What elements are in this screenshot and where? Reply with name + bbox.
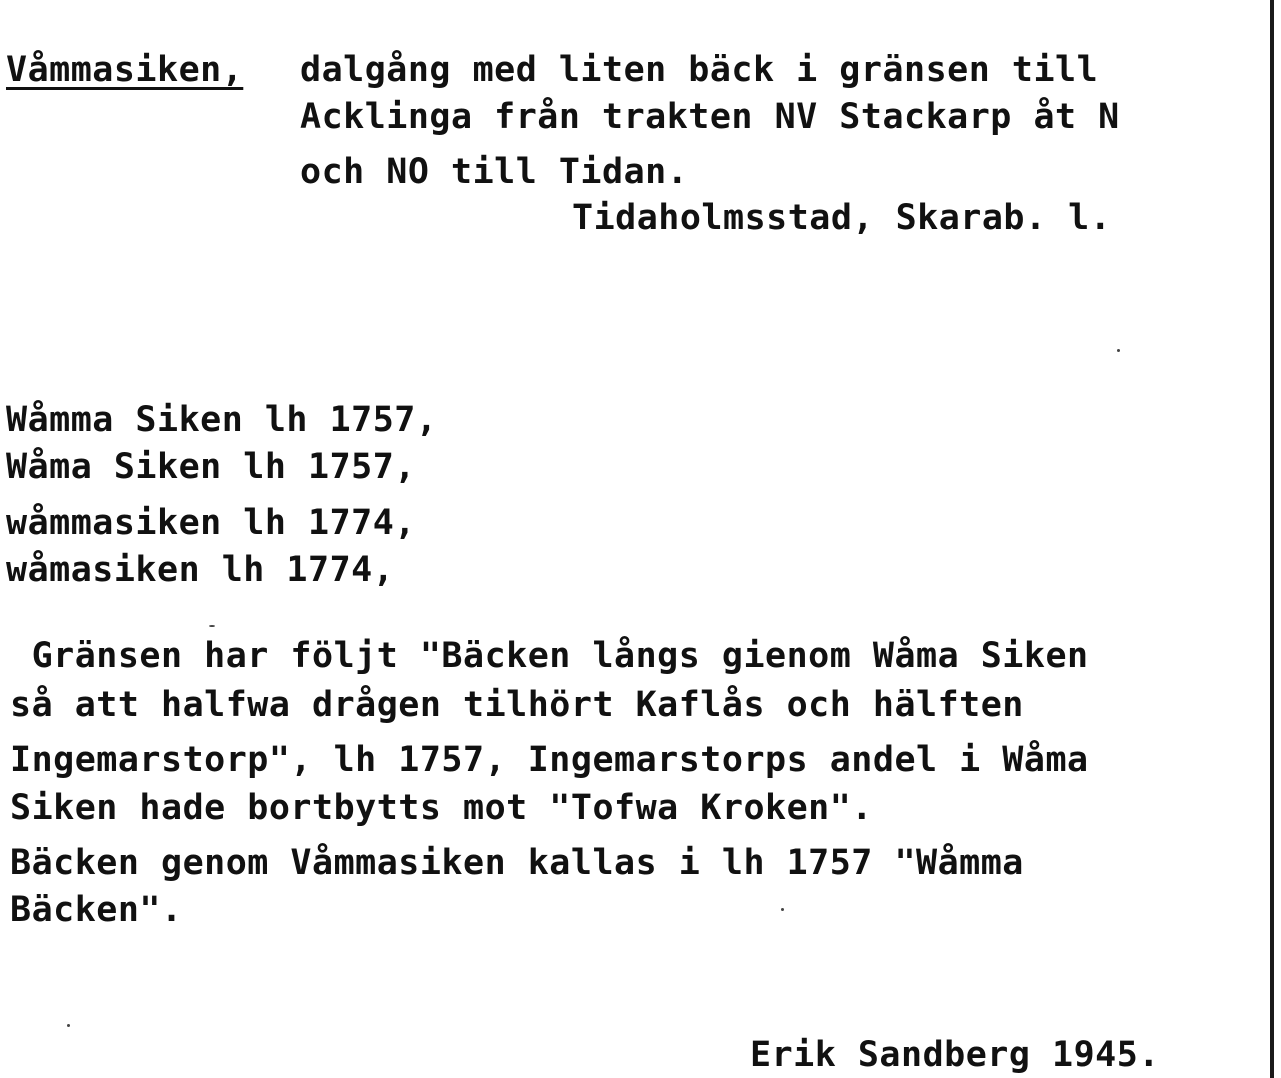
- historical-form-2: Wåma Siken lh 1757,: [6, 447, 416, 487]
- definition-line-1: dalgång med liten bäck i gränsen till: [300, 50, 1099, 90]
- note-line-1: Gränsen har följt "Bäcken långs gienom Wåma Siken: [10, 636, 1089, 676]
- note-line-2: så att halfwa drågen tilhört Kaflås och hälften: [10, 685, 1024, 725]
- scan-speck: [781, 908, 784, 911]
- historical-form-1: Wåmma Siken lh 1757,: [6, 400, 438, 440]
- signature: Erik Sandberg 1945.: [750, 1035, 1160, 1075]
- note-line-5: Bäcken genom Våmmasiken kallas i lh 1757 "Wåmma: [10, 843, 1024, 883]
- definition-line-3: och NO till Tidan.: [300, 152, 689, 192]
- historical-form-4: wåmasiken lh 1774,: [6, 550, 395, 590]
- location-line: Tidaholmsstad, Skarab. l.: [572, 198, 1112, 238]
- historical-form-3: wåmmasiken lh 1774,: [6, 503, 416, 543]
- note-line-6: Bäcken".: [10, 890, 183, 930]
- note-line-4: Siken hade bortbytts mot "Tofwa Kroken".: [10, 788, 873, 828]
- scan-speck: [209, 625, 215, 627]
- card-edge-line: [1270, 0, 1274, 1078]
- headword: Våmmasiken,: [6, 50, 244, 90]
- note-line-3: Ingemarstorp", lh 1757, Ingemarstorps andel i Wåma: [10, 740, 1089, 780]
- scan-speck: [1117, 349, 1120, 352]
- scan-speck: [67, 1024, 70, 1027]
- definition-line-2: Acklinga från trakten NV Stackarp åt N: [300, 97, 1120, 137]
